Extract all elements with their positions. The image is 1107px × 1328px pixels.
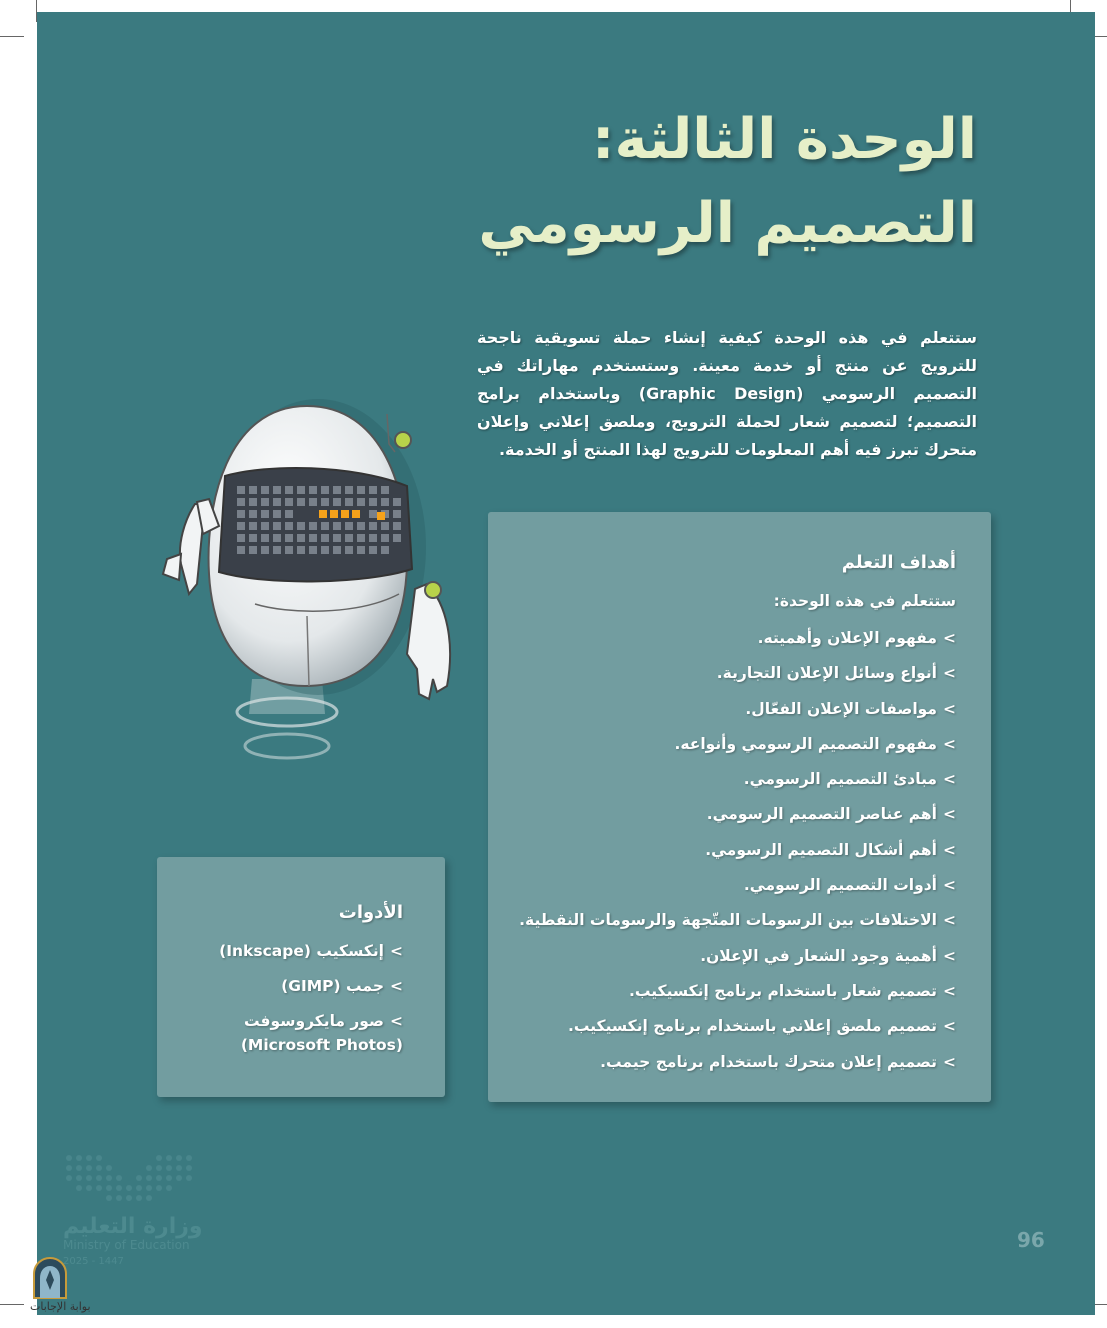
learning-goal-text: مفهوم الإعلان وأهميته. <box>757 629 937 647</box>
tool-text: إنكسكيب (Inkscape) <box>219 942 384 960</box>
tool-text: جمب (GIMP) <box>281 977 384 995</box>
tools-title: الأدوات <box>338 902 403 923</box>
learning-goal-text: تصميم شعار باستخدام برنامج إنكسيكيب. <box>628 981 937 1000</box>
learning-goal-item <box>516 838 956 873</box>
bullet-marker: > <box>943 629 956 647</box>
bullet-marker: > <box>943 981 956 1000</box>
crop-mark <box>0 1304 24 1305</box>
learning-goal-text: تصميم ملصق إعلاني باستخدام برنامج إنكسيكيب. <box>567 1017 937 1036</box>
bullet-marker: > <box>943 805 956 824</box>
robot-illustration <box>137 394 467 774</box>
learning-goal-text: أهمية وجود الشعار في الإعلان. <box>700 946 937 965</box>
learning-goals-subtitle: ستتعلم في هذه الوحدة: <box>773 592 956 610</box>
bullet-marker: > <box>943 664 956 683</box>
bullet-marker: > <box>390 1012 403 1030</box>
bullet-marker: > <box>943 911 956 930</box>
learning-goal-text: أدوات التصميم الرسومي. <box>743 876 937 895</box>
ministry-name-english: Ministry of Education <box>63 1238 190 1252</box>
tool-item <box>173 974 403 1009</box>
bullet-marker: > <box>943 770 956 789</box>
tool-text: صور مايكروسوفت <box>243 1012 384 1030</box>
unit-title-line1: الوحدة الثالثة: <box>592 107 977 172</box>
learning-goal-item <box>516 873 956 908</box>
bullet-marker: > <box>943 699 956 718</box>
learning-goal-item <box>516 732 956 767</box>
learning-goal-item <box>516 767 956 802</box>
page <box>37 12 1095 1315</box>
bullet-marker: > <box>390 942 403 960</box>
learning-goal-text: مفهوم التصميم الرسومي وأنواعه. <box>674 734 937 753</box>
learning-goal-item <box>516 1014 956 1049</box>
learning-goal-text: الاختلافات بين الرسومات المتّجهة والرسومات النقطية. <box>519 911 937 930</box>
page-number: 96 <box>1017 1228 1045 1252</box>
bullet-marker: > <box>943 1017 956 1036</box>
learning-goal-item <box>516 626 956 661</box>
tool-item <box>173 939 403 974</box>
ministry-name-arabic: وزارة التعليم <box>63 1214 203 1239</box>
bullet-marker: > <box>943 946 956 965</box>
unit-title-line2: التصميم الرسومي <box>478 191 977 256</box>
learning-goal-text: مبادئ التصميم الرسومي. <box>743 770 937 789</box>
learning-goal-item <box>516 661 956 696</box>
learning-goal-item <box>516 908 956 943</box>
crop-mark <box>0 36 24 37</box>
bullet-marker: > <box>943 1052 956 1071</box>
ministry-logo <box>63 1152 203 1267</box>
bullet-marker: > <box>943 876 956 895</box>
tool-text-continued: (Microsoft Photos) <box>240 1036 403 1054</box>
bullet-marker: > <box>390 977 403 995</box>
bullet-marker: > <box>943 734 956 753</box>
learning-goal-text: مواصفات الإعلان الفعّال. <box>745 699 937 718</box>
learning-goal-item <box>516 1050 956 1085</box>
site-logo-icon <box>30 1256 70 1300</box>
learning-goal-item <box>516 697 956 732</box>
site-name: بوابة الإجابات <box>30 1300 91 1313</box>
tools-card <box>157 857 445 1097</box>
tools-list <box>173 939 403 1069</box>
unit-title <box>377 98 977 266</box>
intro-paragraph: ستتعلم في هذه الوحدة كيفية إنشاء حملة تسويقية ناجحة للترويج عن منتج أو خدمة معينة. وستستخدم مهاراتك في التصميم الرسومي (Graphic Design) وباستخدام برامج التصميم؛ لتصميم شعار لحملة الترويج، وملصق إعلاني وإعلان متحرك تبرز فيه أهم المعلومات للترويج لهذا المنتج أو الخدمة. <box>477 328 977 459</box>
learning-goal-item <box>516 802 956 837</box>
learning-goals-title: أهداف التعلم <box>841 552 956 573</box>
learning-goal-text: أهم عناصر التصميم الرسومي. <box>706 805 937 824</box>
tool-item <box>173 1009 403 1069</box>
ministry-year: 2025 - 1447 <box>63 1256 124 1267</box>
learning-goals-card <box>488 512 991 1102</box>
learning-goal-item <box>516 944 956 979</box>
learning-goal-text: تصميم إعلان متحرك باستخدام برنامج جيمب. <box>600 1052 937 1071</box>
learning-goal-text: أهم أشكال التصميم الرسومي. <box>705 840 937 859</box>
bullet-marker: > <box>943 840 956 859</box>
learning-goal-item <box>516 979 956 1014</box>
ministry-logo-dots-icon <box>63 1152 203 1212</box>
learning-goals-list <box>516 626 956 1085</box>
learning-goal-text: أنواع وسائل الإعلان التجارية. <box>716 664 937 683</box>
